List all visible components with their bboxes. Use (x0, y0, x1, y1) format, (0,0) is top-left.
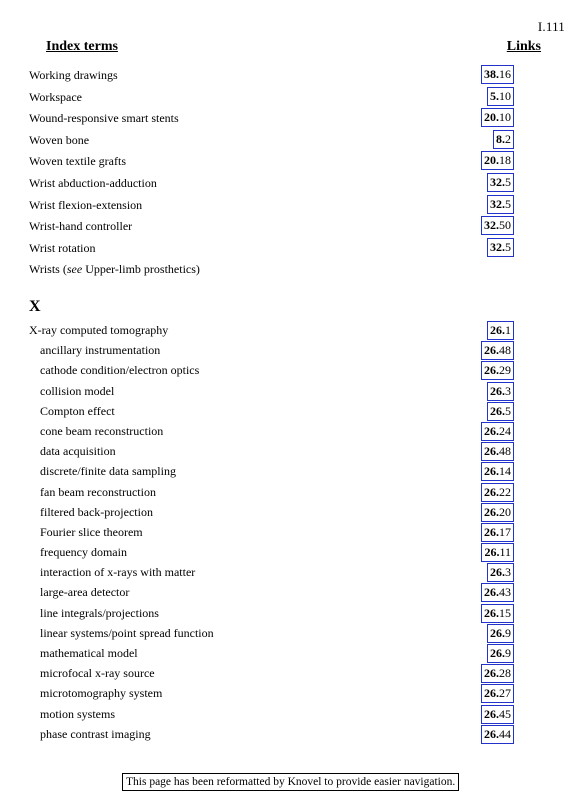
index-term: Wrists (see Upper-limb prosthetics) (29, 262, 200, 277)
index-entry (0, 319, 581, 339)
index-subentry (0, 703, 581, 723)
index-subentry (0, 561, 581, 581)
index-subterm: Compton effect (40, 403, 115, 418)
index-term: Working drawings (29, 68, 118, 82)
index-subentry (0, 521, 581, 541)
index-entry (0, 237, 581, 259)
index-entry (0, 172, 581, 194)
index-entry (0, 129, 581, 151)
index-subentry (0, 723, 581, 743)
index-subterm: linear systems/point spread function (40, 625, 214, 640)
index-subentry (0, 581, 581, 601)
index-subterm: fan beam reconstruction (40, 484, 156, 499)
knovel-footer-note: This page has been reformatted by Knovel to provide easier navigation. (122, 773, 459, 791)
index-subterm: large-area detector (40, 585, 130, 600)
index-entry-cross-reference (0, 258, 581, 280)
page-link[interactable]: 20.18 (481, 151, 514, 170)
index-subentry (0, 440, 581, 460)
page-link[interactable]: 26.28 (481, 664, 514, 683)
index-subterm: mathematical model (40, 646, 138, 660)
index-subterm: data acquisition (40, 444, 116, 459)
index-subterm: line integrals/projections (40, 605, 159, 620)
index-subentry (0, 460, 581, 480)
page-link[interactable]: 26.3 (487, 563, 514, 582)
index-term: Wrist-hand controller (29, 219, 133, 234)
page-link[interactable]: 26.43 (481, 583, 514, 602)
index-entry (0, 86, 581, 108)
page-link[interactable]: 8.2 (493, 130, 514, 149)
index-subterm: phase contrast imaging (40, 726, 151, 741)
index-term: X-ray computed tomography (29, 323, 169, 337)
page-link[interactable]: 26.48 (481, 442, 514, 461)
index-terms-header: Index terms (46, 39, 118, 54)
index-entry (0, 150, 581, 172)
index-subentry (0, 420, 581, 440)
page-link[interactable]: 26.24 (481, 422, 514, 441)
index-entry (0, 215, 581, 237)
page-link[interactable]: 26.11 (481, 543, 514, 562)
index-subentry (0, 359, 581, 379)
index-subentry (0, 602, 581, 622)
index-subentry (0, 380, 581, 400)
page-link[interactable]: 32.5 (487, 173, 514, 192)
page-link[interactable]: 26.17 (481, 523, 514, 542)
index-term: Woven bone (29, 132, 90, 147)
page-link[interactable]: 26.14 (481, 462, 514, 481)
index-subterm: microtomography system (40, 686, 163, 701)
index-subterm: filtered back-projection (40, 504, 153, 519)
index-subentry (0, 400, 581, 420)
index-subterm: microfocal x-ray source (40, 666, 155, 681)
index-subentry (0, 642, 581, 662)
index-term: Wrist flexion-extension (29, 197, 143, 212)
index-subentry (0, 339, 581, 359)
index-subterm: motion systems (40, 706, 116, 721)
index-term: Wrist rotation (29, 240, 96, 255)
column-headers (0, 39, 581, 59)
page-link[interactable]: 5.10 (487, 87, 514, 106)
page-link[interactable]: 32.5 (487, 195, 514, 214)
w-entries-list (0, 64, 581, 280)
index-subterm: collision model (40, 383, 115, 398)
page-link[interactable]: 26.20 (481, 503, 514, 522)
index-subentry (0, 541, 581, 561)
index-term: Wrist abduction-adduction (29, 175, 157, 190)
page-link[interactable]: 32.50 (481, 216, 514, 235)
index-subterm: frequency domain (40, 545, 127, 560)
page-link[interactable]: 26.48 (481, 341, 514, 360)
page-link[interactable]: 32.5 (487, 238, 514, 257)
page-link[interactable]: 26.9 (487, 624, 514, 643)
page-link[interactable]: 26.9 (487, 644, 514, 663)
page-link[interactable]: 26.22 (481, 483, 514, 502)
index-entry (0, 194, 581, 216)
index-entry (0, 64, 581, 86)
x-entries-list (0, 319, 581, 743)
index-subterm: cathode condition/electron optics (40, 363, 200, 378)
index-term: Wound-responsive smart stents (29, 111, 179, 126)
index-subterm: discrete/finite data sampling (40, 464, 176, 479)
page-link[interactable]: 38.16 (481, 65, 514, 84)
index-subterm: ancillary instrumentation (40, 343, 161, 358)
page-link[interactable]: 20.10 (481, 108, 514, 127)
page-number: I.111 (537, 19, 565, 34)
index-subentry (0, 501, 581, 521)
index-entry (0, 107, 581, 129)
index-term: Woven textile grafts (29, 154, 127, 169)
index-subterm: interaction of x-rays with matter (40, 565, 196, 580)
section-letter: X (29, 298, 41, 315)
page-link[interactable]: 26.45 (481, 705, 514, 724)
page-link[interactable]: 26.29 (481, 361, 514, 380)
page-link[interactable]: 26.3 (487, 382, 514, 401)
page-link[interactable]: 26.1 (487, 321, 514, 340)
page-link[interactable]: 26.5 (487, 402, 514, 421)
page-link[interactable]: 26.15 (481, 604, 514, 623)
index-subentry (0, 481, 581, 501)
page-link[interactable]: 26.27 (481, 684, 514, 703)
index-subentry (0, 662, 581, 682)
index-subterm: Fourier slice theorem (40, 524, 143, 539)
index-term: Workspace (29, 89, 83, 104)
index-subterm: cone beam reconstruction (40, 423, 164, 438)
links-header: Links (506, 39, 541, 54)
index-subentry (0, 682, 581, 702)
page-link[interactable]: 26.44 (481, 725, 514, 744)
see-reference: see (66, 262, 83, 277)
index-subentry (0, 622, 581, 642)
